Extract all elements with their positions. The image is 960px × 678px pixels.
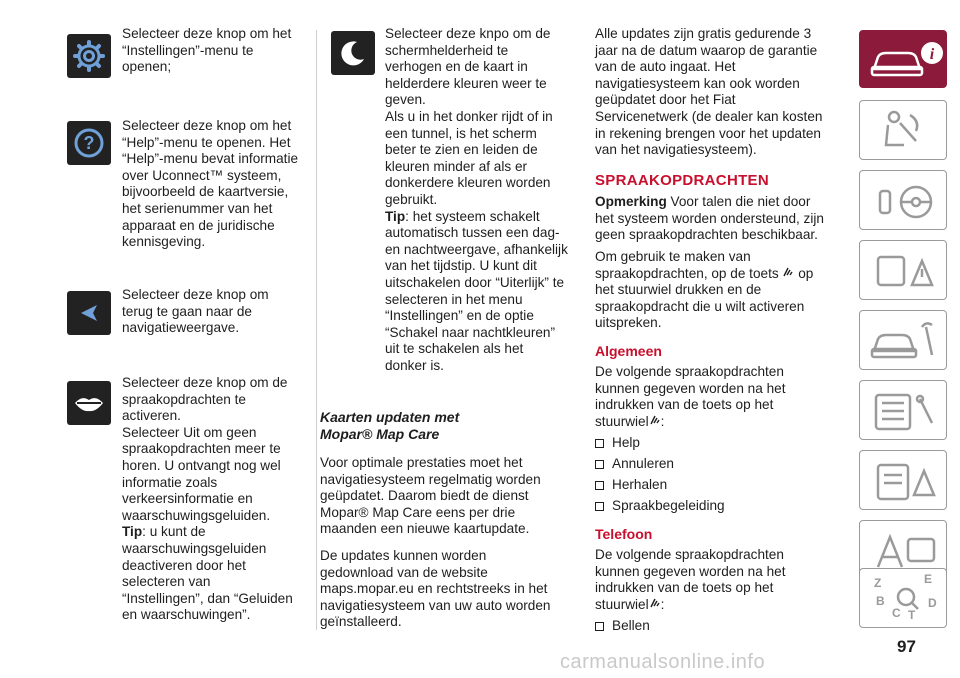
technical-data-icon [860,451,948,511]
night-mode-description: Selecteer deze knpo om de schermhelderheid te verhogen en de kaart in helderdere kleuren weer te geven. Als u in het donker rijdt of in een tunnel, is het scherm beter te zien en leiden de kleuren minder af als er donkerdere kleuren worden gebruikt. Tip: het systeem schakelt automatisch tussen een dag- en nachtweergave, afhankelijk van het tijdstip. U kunt dit uitschakelen door “Uiterlijk” te selecteren in het menu “Instellingen” en de optie “Schakel naar nachtkleuren” uit te schakelen als het donker is. [385,26,568,373]
tip-label: Tip [122,524,143,540]
settings-icon [67,34,111,78]
night-mode-moon-icon [331,31,375,75]
index-letter: Z [874,576,882,590]
updates-paragraph: Alle updates zijn gratis gedurende 3 jaar na de datum waarop de garantie van de auto ingaat. Het navigatiesysteem kan ook worden geüpdatet door het Fiat Servicenetwerk (de dealer kan kosten in rekening brengen voor het updaten van het navigatiesysteem). [595,26,823,158]
tab-starting-driving[interactable] [859,170,947,230]
note-paragraph: Opmerking Voor talen die niet door het systeem worden ondersteund, zijn geen spraakopdrachten beschikbaar. [595,194,824,243]
list-item: Spraakbegeleiding [595,498,725,514]
tab-maintenance[interactable] [859,380,947,440]
index-letter: D [928,596,937,610]
car-tools-icon [860,311,948,371]
tab-technical-data[interactable] [859,450,947,510]
map-update-paragraph-2: De updates kunnen worden gedownload van de website maps.mopar.eu en rechtstreeks in het navigatiesysteem van uw auto worden geïnstalleerd. [320,548,551,630]
general-subtitle: Algemeen [595,343,662,359]
list-item: Herhalen [595,477,667,493]
settings-description: Selecteer deze knop om het “Instellingen”-menu te openen; [122,26,292,75]
checkbox-bullet-icon [595,460,604,469]
svg-text:i: i [929,46,935,63]
index-letter: C [892,606,901,620]
tab-safety[interactable] [859,100,947,160]
voice-commands-title: SPRAAKOPDRACHTEN [595,172,769,189]
help-icon [67,121,111,165]
checkbox-bullet-icon [595,502,604,511]
general-paragraph: De volgende spraakopdrachten kunnen gegeven worden na het indrukken van de toets op het stuurwiel : [595,364,786,429]
back-arrow-icon [67,291,111,335]
tip-label: Tip [385,208,406,224]
list-item: Help [595,435,640,451]
index-letter: B [876,594,885,608]
checkbox-bullet-icon [595,622,604,631]
list-item: Bellen [595,618,650,634]
help-description: Selecteer deze knop om het “Help”-menu te openen. Het “Help”-menu bevat informatie over Uconnect™ systeem, bijvoorbeeld de kaartversie, het serienummer van het apparaat en de juridische kennisgeving. [122,118,299,250]
steering-voice-icon [649,414,661,426]
tab-warning-lights[interactable] [859,240,947,300]
checkbox-bullet-icon [595,481,604,490]
steering-voice-icon [782,266,794,278]
back-description: Selecteer deze knop om terug te gaan naar de navigatieweergave. [122,287,269,336]
steering-wheel-icon [860,171,948,231]
voice-description: Selecteer deze knop om de spraakopdrachten te activeren. Selecteer Uit om geen spraakopdrachten meer te horen. U ontvangt nog wel informatie zoals verkeersinformatie en waarschuwingsgeluiden. Tip: u kunt de waarschuwingsgeluiden deactiveren door het selecteren van “Instellingen”, dan “Geluiden en waarschuwingen”. [122,375,293,623]
phone-paragraph: De volgende spraakopdrachten kunnen gegeven worden na het indrukken van de toets op het stuurwiel : [595,547,786,612]
map-update-heading: Kaarten updaten met Mopar® Map Care [320,409,460,442]
seat-airbag-icon [860,101,948,161]
index-letter: E [924,572,933,586]
index-letter: T [908,608,916,622]
page-number: 97 [897,637,916,656]
map-update-paragraph-1: Voor optimale prestaties moet het navigatiesysteem regelmatig worden geüpdatet. Daarom biedt de dienst Mopar® Map Care eens per drie maanden een nieuwe kaartupdate. [320,455,541,537]
svg-text:?: ? [83,133,95,153]
checkbox-bullet-icon [595,439,604,448]
tab-car-info[interactable] [859,30,947,88]
service-list-icon [860,381,948,441]
list-item: Annuleren [595,456,674,472]
watermark: carmanualsonline.info [560,651,766,673]
phone-subtitle: Telefoon [595,526,653,542]
index-letters-icon [860,569,948,629]
steering-voice-icon [649,597,661,609]
car-info-icon [860,31,948,89]
tab-emergency[interactable] [859,310,947,370]
warning-lights-icon [860,241,948,301]
voice-lips-icon [67,381,111,425]
tab-index[interactable] [859,568,947,628]
column-divider [316,30,317,630]
howto-paragraph: Om gebruik te maken van spraakopdrachten, op de toets op het stuurwiel drukken en de spraakopdracht die u wilt activeren uitspreken. [595,249,814,331]
